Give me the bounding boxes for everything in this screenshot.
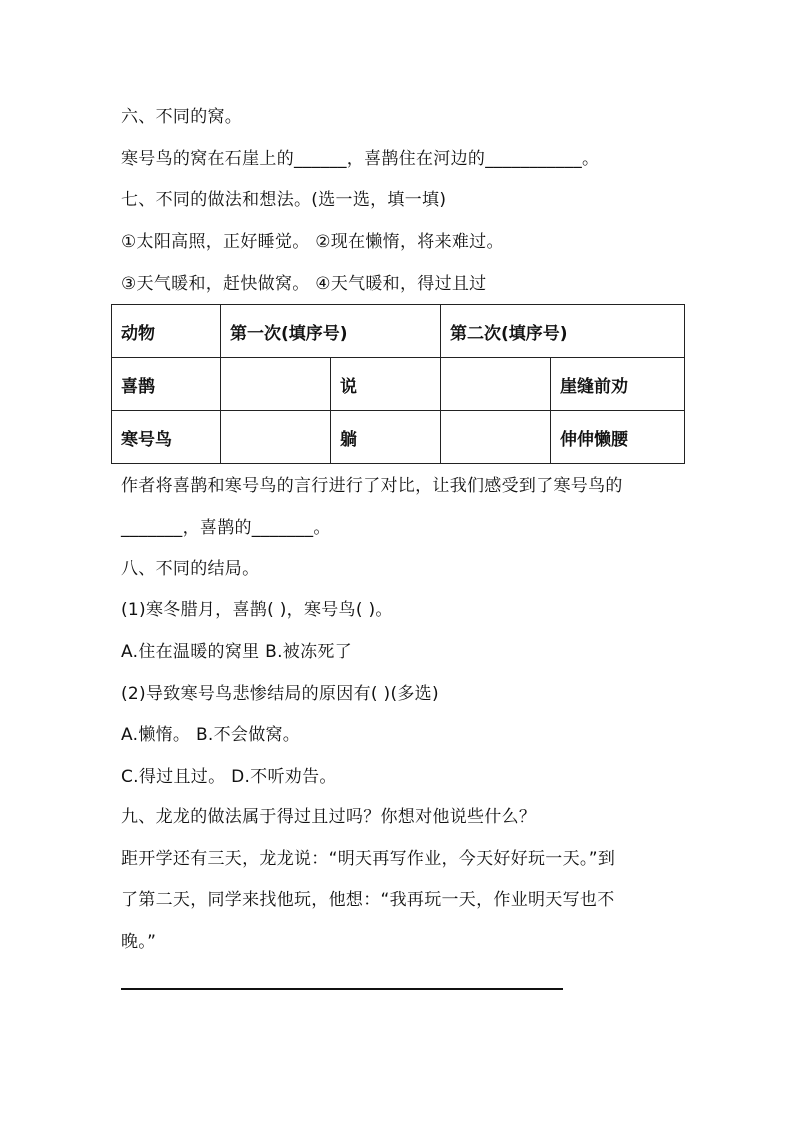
section-8-question-1-options: A.住在温暖的窝里 B.被冻死了	[121, 642, 353, 662]
section-7-conclusion-2: _______，喜鹊的_______。	[121, 518, 331, 538]
section-8-title: 八、不同的结局。	[121, 559, 260, 579]
table-header-row	[112, 305, 685, 358]
blank-cell[interactable]	[221, 411, 331, 464]
phrase-cell: 崖缝前劝	[551, 358, 685, 411]
header-animal: 动物	[112, 305, 221, 358]
section-8-question-2-options-2: C.得过且过。 D.不听劝告。	[121, 767, 337, 787]
blank-cell[interactable]	[441, 411, 551, 464]
comparison-table	[111, 304, 685, 464]
table-row	[112, 411, 685, 464]
section-8-question-2-options-1: A.懒惰。 B.不会做窝。	[121, 725, 301, 745]
blank-cell[interactable]	[221, 358, 331, 411]
animal-cell: 寒号鸟	[112, 411, 221, 464]
phrase-cell: 伸伸懒腰	[551, 411, 685, 464]
section-7-conclusion-1: 作者将喜鹊和寒号鸟的言行进行了对比，让我们感受到了寒号鸟的	[121, 476, 623, 496]
word-cell: 躺	[331, 411, 441, 464]
section-7-options-1: ①太阳高照，正好睡觉。 ②现在懒惰，将来难过。	[121, 232, 504, 252]
section-9-passage-2: 了第二天，同学来找他玩，他想：“我再玩一天，作业明天写也不	[121, 890, 615, 910]
section-9-title: 九、龙龙的做法属于得过且过吗？你想对他说些什么？	[121, 807, 537, 827]
section-8-question-2: (2)导致寒号鸟悲惨结局的原因有( )(多选)	[121, 684, 439, 704]
blank-cell[interactable]	[441, 358, 551, 411]
header-first-time: 第一次(填序号)	[221, 305, 441, 358]
answer-line[interactable]	[121, 988, 563, 990]
section-6-fill-line: 寒号鸟的窝在石崖上的______，喜鹊住在河边的___________。	[121, 149, 600, 169]
section-9-passage-3: 晚。”	[121, 932, 157, 952]
section-9-passage-1: 距开学还有三天，龙龙说：“明天再写作业，今天好好玩一天。”到	[121, 849, 616, 869]
section-7-title: 七、不同的做法和想法。(选一选，填一填)	[121, 190, 447, 210]
section-8-question-1: (1)寒冬腊月，喜鹊( )，寒号鸟( )。	[121, 600, 393, 620]
word-cell: 说	[331, 358, 441, 411]
table-row	[112, 358, 685, 411]
section-6-title: 六、不同的窝。	[121, 107, 243, 127]
header-second-time: 第二次(填序号)	[441, 305, 685, 358]
section-7-options-2: ③天气暖和，赶快做窝。 ④天气暖和，得过且过	[121, 274, 487, 294]
animal-cell: 喜鹊	[112, 358, 221, 411]
